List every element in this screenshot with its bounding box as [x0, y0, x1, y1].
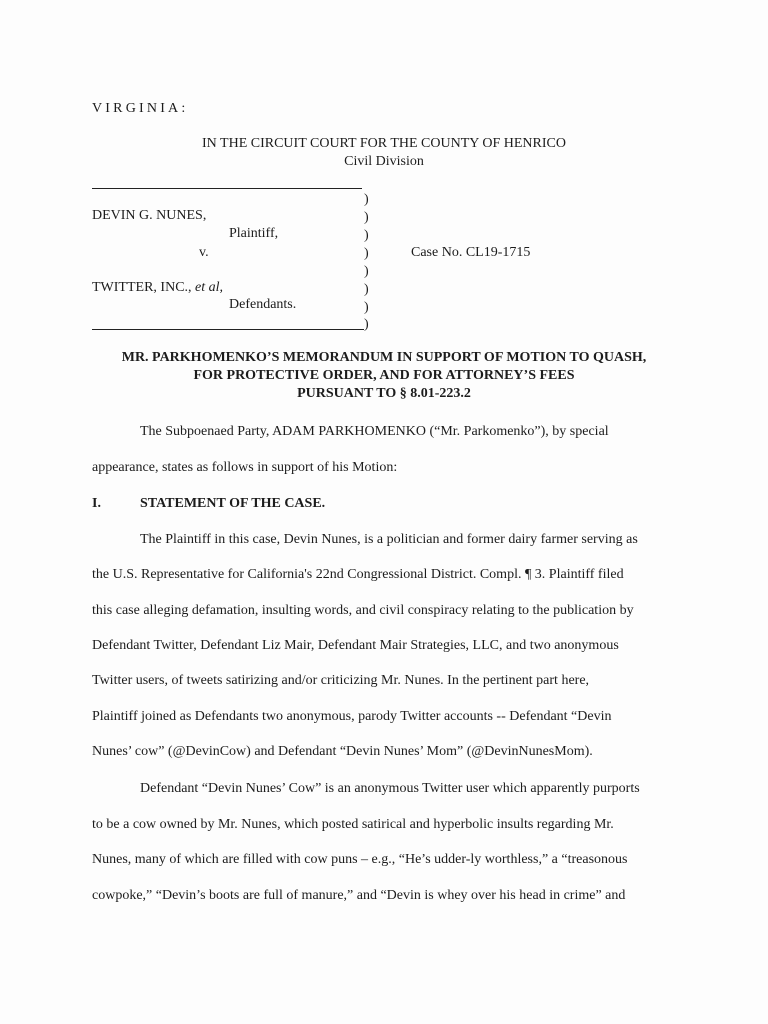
defendant-etal: et al,	[195, 280, 224, 295]
memorandum-title-line2: FOR PROTECTIVE ORDER, AND FOR ATTORNEY’S FEES	[193, 368, 575, 383]
caption-paren: )	[364, 246, 369, 261]
caption-top-rule	[92, 188, 362, 189]
defendant-name	[92, 280, 223, 296]
plaintiff-role: Plaintiff,	[229, 226, 279, 241]
paragraph-line: the U.S. Representative for California's 22nd Congressional District. Compl. ¶ 3. Plaintiff filed	[92, 567, 624, 582]
paragraph-line: this case alleging defamation, insulting words, and civil conspiracy relating to the publication by	[92, 603, 634, 618]
paragraph-line: Nunes’ cow” (@DevinCow) and Defendant “Devin Nunes’ Mom” (@DevinNunesMom).	[92, 744, 593, 759]
section-number: I.	[92, 496, 101, 511]
caption-paren: )	[364, 300, 369, 315]
paragraph-line: Nunes, many of which are filled with cow puns – e.g., “He’s udder-ly worthless,” a “treasonous	[92, 852, 628, 867]
court-name: IN THE CIRCUIT COURT FOR THE COUNTY OF HENRICO	[202, 136, 566, 151]
caption-paren: )	[364, 228, 369, 243]
paragraph-line: Plaintiff joined as Defendants two anonymous, parody Twitter accounts -- Defendant “Devin	[92, 709, 612, 724]
case-number: Case No. CL19-1715	[411, 245, 531, 260]
paragraph-line: Defendant Twitter, Defendant Liz Mair, Defendant Mair Strategies, LLC, and two anonymous	[92, 638, 619, 653]
caption-paren: )	[364, 264, 369, 279]
defendant-name-text: TWITTER, INC.,	[92, 280, 196, 295]
memorandum-title-line1: MR. PARKHOMENKO’S MEMORANDUM IN SUPPORT OF MOTION TO QUASH,	[121, 350, 647, 365]
defendant-role: Defendants.	[229, 297, 297, 312]
caption-bottom-rule	[92, 329, 364, 330]
intro-line: appearance, states as follows in support of his Motion:	[92, 460, 398, 475]
intro-line: The Subpoenaed Party, ADAM PARKHOMENKO (“Mr. Parkomenko”), by special	[140, 424, 609, 439]
caption-paren: )	[364, 192, 369, 207]
state-header: VIRGINIA:	[92, 101, 189, 116]
versus-label: v.	[199, 245, 209, 260]
section-heading: STATEMENT OF THE CASE.	[140, 496, 326, 511]
caption-paren: )	[364, 210, 369, 225]
paragraph-line: cowpoke,” “Devin’s boots are full of manure,” and “Devin is whey over his head in crime” and	[92, 888, 626, 903]
plaintiff-name: DEVIN G. NUNES,	[92, 208, 207, 223]
court-division: Civil Division	[344, 154, 424, 169]
paragraph-line: Twitter users, of tweets satirizing and/or criticizing Mr. Nunes. In the pertinent part here,	[92, 673, 590, 688]
paragraph-line: The Plaintiff in this case, Devin Nunes, is a politician and former dairy farmer serving as	[140, 532, 638, 547]
paragraph-line: to be a cow owned by Mr. Nunes, which posted satirical and hyperbolic insults regarding Mr.	[92, 817, 614, 832]
caption-paren: )	[364, 282, 369, 297]
memorandum-title-line3: PURSUANT TO § 8.01-223.2	[297, 386, 471, 401]
paragraph-line: Defendant “Devin Nunes’ Cow” is an anonymous Twitter user which apparently purports	[140, 781, 640, 796]
caption-paren: )	[364, 317, 369, 332]
